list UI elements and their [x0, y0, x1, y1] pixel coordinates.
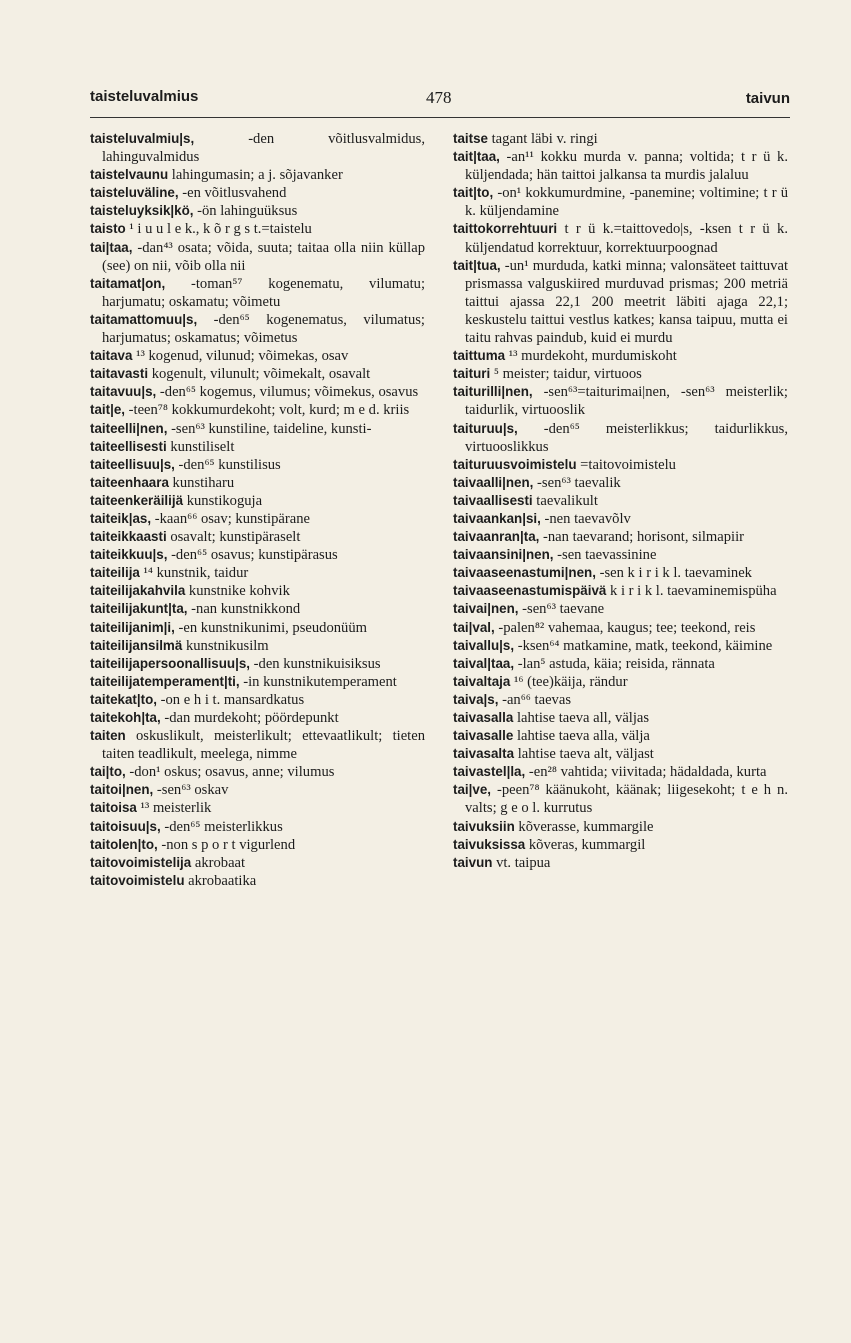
right-column — [453, 130, 788, 872]
entry-definition: -den⁶⁵ meisterlikkus; taidurlikkus, virtuooslikkus — [465, 420, 788, 455]
dictionary-entry — [453, 474, 788, 492]
entry-headword: taiteilijanim|i, — [90, 619, 175, 635]
entry-definition: kogenult, vilunult; võimekalt, osavalt — [148, 366, 371, 383]
dictionary-entry — [90, 818, 425, 836]
dictionary-entry — [90, 582, 425, 600]
entry-headword: taitavasti — [90, 366, 149, 382]
entry-definition: -sen⁶³ oskav — [153, 782, 229, 799]
entry-headword: taisteluväline, — [90, 185, 179, 201]
dictionary-entry — [453, 745, 788, 763]
entry-definition: -toman⁵⁷ kogenematu, vilumatu; harjumatu; oskamatu; võimetu — [102, 275, 425, 310]
dictionary-entry — [453, 564, 788, 582]
dictionary-entry — [453, 619, 788, 637]
entry-headword: taitoisuu|s, — [90, 818, 161, 834]
dictionary-entry — [453, 130, 788, 148]
entry-definition: -sen k i r i k l. taevaminek — [595, 565, 752, 582]
dictionary-entry — [90, 383, 425, 401]
entry-headword: taiva|s, — [453, 691, 499, 707]
right-guide-word: taivun — [745, 90, 790, 107]
entry-definition: kunstikoguja — [183, 492, 263, 509]
entry-headword: taivaaseenastumispäivä — [453, 583, 607, 599]
dictionary-entry — [90, 492, 425, 510]
entry-definition: ⁵ meister; taidur, virtuoos — [490, 366, 642, 383]
entry-definition: -nan kunstnikkond — [187, 601, 301, 618]
entry-definition: -nen taevavõlv — [540, 510, 631, 527]
dictionary-entry — [90, 854, 425, 872]
entry-definition: -den⁶⁵ osavus; kunstipärasus — [167, 547, 338, 564]
entry-definition: kõverasse, kummargile — [514, 818, 654, 835]
entry-definition: kunstnikusilm — [182, 637, 269, 654]
entry-definition: ¹ i u u l e k., k õ r g s t.=taistelu — [125, 221, 312, 238]
entry-definition: tagant läbi v. ringi — [487, 131, 598, 147]
entry-headword: taitavuu|s, — [90, 384, 157, 400]
entry-definition: -teen⁷⁸ kokkumurdekoht; volt, kurd; m e d. kriis — [125, 402, 410, 419]
entry-definition: oskuslikult, meisterlikult; ettevaatlikult; tieten taiten teadlikult, meelega, nimme — [102, 728, 425, 763]
entry-definition: -den⁶⁵ kunstilisus — [174, 456, 281, 473]
dictionary-entry — [453, 383, 788, 419]
dictionary-entry — [90, 600, 425, 618]
dictionary-entry — [90, 637, 425, 655]
entry-definition: lahtise taeva alt, väljast — [514, 746, 654, 763]
entry-definition: -in kunstnikutemperament — [239, 673, 397, 690]
dictionary-entry — [453, 528, 788, 546]
entry-headword: taivaalli|nen, — [453, 474, 534, 490]
dictionary-entry — [90, 456, 425, 474]
entry-headword: tai|taa, — [90, 239, 133, 255]
entry-definition: -an¹¹ kokku murda v. panna; voltida; t r ü k. küljendada; hän taittoi jalkansa ta murdis jalaluu — [465, 149, 788, 184]
entry-headword: taisto — [90, 221, 126, 237]
dictionary-entry — [453, 655, 788, 673]
entry-definition: k i r i k l. taevaminemispüha — [606, 583, 777, 600]
dictionary-entry — [453, 763, 788, 781]
dictionary-entry — [90, 202, 425, 220]
dictionary-entry — [90, 420, 425, 438]
entry-headword: taitoi|nen, — [90, 782, 154, 798]
entry-definition: -on e h i t. mansardkatus — [157, 691, 305, 708]
entry-headword: tait|e, — [90, 402, 126, 418]
entry-definition: -nan taevarand; horisont, silmapiir — [539, 529, 745, 546]
entry-definition: -en võitlusvahend — [178, 185, 287, 202]
entry-definition: -den võitlusvalmidus, lahinguvalmidus — [102, 131, 425, 166]
entry-headword: taivaankan|si, — [453, 510, 541, 526]
entry-headword: taivai|nen, — [453, 601, 519, 617]
entry-definition: -sen⁶³ kunstiline, taideline, kunsti- — [167, 420, 372, 437]
entry-headword: taitse — [453, 131, 488, 146]
entry-headword: taiteilijansilmä — [90, 637, 183, 653]
dictionary-entry — [453, 709, 788, 727]
dictionary-entry — [453, 582, 788, 600]
dictionary-entry — [453, 727, 788, 745]
dictionary-entry — [90, 673, 425, 691]
entry-definition: vt. taipua — [492, 854, 551, 871]
dictionary-entry — [453, 546, 788, 564]
entry-headword: taivaanran|ta, — [453, 529, 540, 545]
dictionary-entry — [453, 257, 788, 347]
entry-headword: tait|tua, — [453, 257, 501, 273]
entry-headword: taivaltaja — [453, 673, 511, 689]
dictionary-entry — [453, 420, 788, 456]
entry-headword: taiteilijakahvila — [90, 583, 186, 599]
entry-definition: -sen⁶³=taiturimai|nen, -sen⁶³ meisterlik; taidurlik, virtuooslik — [465, 384, 788, 419]
entry-definition: -an⁶⁶ taevas — [498, 691, 572, 708]
dictionary-entry — [453, 600, 788, 618]
entry-headword: taittuma — [453, 348, 506, 364]
entry-headword: tait|to, — [453, 185, 494, 201]
dictionary-entry — [453, 673, 788, 691]
dictionary-entry — [453, 148, 788, 184]
dictionary-entry — [90, 130, 425, 166]
dictionary-entry — [90, 184, 425, 202]
entry-headword: taistelvaunu — [90, 167, 169, 183]
entry-definition: -sen⁶³ taevane — [518, 601, 605, 618]
entry-headword: taival|taa, — [453, 655, 515, 671]
entry-headword: taitovoimistelija — [90, 854, 192, 870]
entry-headword: taiteikkuu|s, — [90, 547, 168, 563]
entry-definition: -sen taevassinine — [553, 547, 657, 564]
dictionary-entry — [453, 220, 788, 256]
entry-definition: ¹⁶ (tee)käija, rändur — [510, 673, 628, 690]
dictionary-entry — [90, 799, 425, 817]
dictionary-entry — [90, 691, 425, 709]
entry-headword: taivastel|la, — [453, 764, 526, 780]
entry-definition: -den kunstnikuisiksus — [250, 655, 381, 672]
entry-definition: -on¹ kokkumurdmine, -panemine; voltimine; t r ü k. küljendamine — [465, 185, 788, 220]
entry-headword: taitolen|to, — [90, 836, 158, 852]
entry-headword: taivun — [453, 854, 493, 870]
entry-headword: taiteik|as, — [90, 510, 152, 526]
entry-headword: taiteilija — [90, 565, 140, 581]
entry-headword: taiteellisuu|s, — [90, 456, 175, 472]
entry-definition: -ön lahinguüksus — [193, 203, 298, 220]
entry-headword: tai|to, — [90, 764, 126, 780]
dictionary-entry — [90, 365, 425, 383]
dictionary-entry — [90, 220, 425, 238]
entry-definition: -den⁶⁵ meisterlikkus — [160, 818, 283, 835]
entry-headword: taitovoimistelu — [90, 872, 185, 888]
entry-headword: taitava — [90, 348, 133, 364]
page-header — [90, 88, 790, 114]
entry-headword: taiturilli|nen, — [453, 384, 533, 400]
dictionary-entry — [90, 166, 425, 184]
entry-headword: taiteelli|nen, — [90, 420, 168, 436]
dictionary-entry — [90, 528, 425, 546]
entry-headword: taivasalta — [453, 746, 515, 762]
dictionary-entry — [453, 691, 788, 709]
entry-definition: akrobaat — [191, 854, 246, 871]
entry-definition: osavalt; kunstipäraselt — [166, 529, 301, 546]
page-number: 478 — [426, 88, 452, 107]
entry-headword: taivasalle — [453, 728, 514, 744]
entry-definition: -den⁶⁵ kogenematus, vilumatus; harjumatus; oskamatus; võimetus — [102, 311, 425, 347]
dictionary-entry — [90, 546, 425, 564]
entry-headword: taiteilijapersoonallisuu|s, — [90, 655, 251, 671]
entry-headword: taitekoh|ta, — [90, 710, 161, 725]
dictionary-entry — [90, 474, 425, 492]
entry-definition: lahingumasin; a j. sõjavanker — [168, 167, 343, 184]
dictionary-entry — [90, 781, 425, 799]
entry-definition: -don¹ oskus; osavus, anne; vilumus — [125, 764, 335, 781]
entry-headword: taiten — [90, 728, 126, 744]
dictionary-entry — [90, 655, 425, 673]
dictionary-entry — [90, 619, 425, 637]
entry-headword: taivaaseenastumi|nen, — [453, 565, 596, 581]
entry-definition: taevalikult — [532, 492, 598, 509]
entry-definition: -sen⁶³ taevalik — [533, 474, 621, 491]
entry-headword: taituri — [453, 366, 491, 382]
dictionary-entry — [453, 818, 788, 836]
entry-headword: tai|ve, — [453, 782, 491, 798]
left-column — [90, 130, 425, 890]
entry-definition: ¹³ meisterlik — [136, 800, 212, 817]
entry-definition: lahtise taeva all, väljas — [513, 710, 650, 726]
dictionary-entry — [453, 854, 788, 872]
dictionary-entry — [453, 510, 788, 528]
dictionary-entry — [90, 275, 425, 311]
dictionary-entry — [90, 564, 425, 582]
entry-headword: tai|val, — [453, 619, 495, 635]
entry-headword: taitoisa — [90, 800, 137, 816]
dictionary-entry — [90, 709, 425, 727]
dictionary-entry — [90, 347, 425, 365]
entry-headword: taivuksissa — [453, 836, 526, 852]
entry-definition: ¹⁴ kunstnik, taidur — [139, 565, 249, 582]
entry-headword: taiteenkeräilijä — [90, 492, 184, 508]
entry-headword: taivallu|s, — [453, 637, 515, 653]
entry-headword: taiteilijakunt|ta, — [90, 601, 188, 617]
entry-headword: taisteluyksik|kö, — [90, 203, 194, 219]
entry-definition: ¹³ murdekoht, murdumiskoht — [505, 348, 677, 365]
entry-definition: -peen⁷⁸ käänukoht, käänak; liigesekoht; t e h n. valts; g e o l. kurrutus — [465, 782, 788, 817]
entry-definition: -lan⁵ astuda, käia; reisida, rännata — [514, 655, 715, 672]
dictionary-entry — [90, 763, 425, 781]
entry-definition: -ksen⁶⁴ matkamine, matk, teekond, käimine — [514, 637, 773, 654]
entry-definition: -non s p o r t vigurlend — [157, 836, 296, 853]
entry-definition: -en²⁸ vahtida; viivitada; hädaldada, kurta — [525, 764, 767, 781]
entry-headword: taitekat|to, — [90, 691, 157, 707]
dictionary-entry — [90, 872, 425, 890]
entry-headword: taivuksiin — [453, 818, 515, 834]
entry-headword: taiteikkaasti — [90, 529, 167, 545]
entry-definition: lahtise taeva alla, välja — [513, 728, 650, 745]
dictionary-entry — [90, 836, 425, 854]
entry-definition: -en kunstnikunimi, pseudonüüm — [174, 619, 368, 636]
entry-headword: taittokorrehtuuri — [453, 221, 558, 237]
entry-definition: ¹³ kogenud, vilunud; võimekas, osav — [132, 348, 349, 365]
dictionary-entry — [453, 492, 788, 510]
dictionary-entry — [453, 365, 788, 383]
entry-definition: -palen⁸² vahemaa, kaugus; tee; teekond, reis — [494, 619, 756, 636]
dictionary-entry — [453, 637, 788, 655]
entry-definition: -dan murdekoht; pöördepunkt — [160, 710, 339, 726]
dictionary-entry — [453, 836, 788, 854]
entry-definition: =taitovoimistelu — [576, 456, 676, 473]
entry-definition: kõveras, kummargil — [525, 836, 646, 853]
entry-headword: taivaansini|nen, — [453, 547, 554, 563]
left-guide-word: taisteluvalmius — [90, 88, 199, 105]
entry-headword: taiteellisesti — [90, 438, 167, 454]
header-rule — [90, 117, 790, 118]
dictionary-entry — [453, 347, 788, 365]
entry-headword: taivaallisesti — [453, 492, 533, 508]
entry-headword: taitamat|on, — [90, 275, 166, 291]
entry-headword: taiteenhaara — [90, 474, 169, 490]
entry-definition: -dan⁴³ osata; võida, suuta; taitaa olla niin küllap (see) on nii, võib olla nii — [102, 239, 425, 274]
entry-definition: kunstiliselt — [166, 438, 235, 455]
entry-headword: taisteluvalmiu|s, — [90, 131, 195, 146]
dictionary-entry — [90, 311, 425, 347]
dictionary-entry — [453, 456, 788, 474]
dictionary-entry — [90, 727, 425, 763]
dictionary-entry — [90, 239, 425, 275]
entry-definition: -un¹ murduda, katki minna; valonsäteet taittuvat prismassa valguskiired murduvad prismas; 200 metriä taittui ajassa 22,1 200 meetrit läbiti ajaga 22,1; keskustelu taittui vestlus katkes; kansa taipuu, mutta ei taitu rahvas paindub, kuid ei murdu — [465, 257, 788, 347]
entry-definition: t r ü k.=taittovedo|s, -ksen t r ü k. küljendatud korrektuur, korrektuurpoognad — [465, 221, 788, 256]
dictionary-entry — [90, 401, 425, 419]
dictionary-entry — [453, 184, 788, 220]
entry-headword: taituruusvoimistelu — [453, 456, 577, 472]
entry-headword: taitamattomuu|s, — [90, 311, 198, 327]
entry-definition: akrobaatika — [184, 872, 257, 889]
entry-definition: -den⁶⁵ kogemus, vilumus; võimekus, osavus — [156, 384, 419, 401]
entry-headword: tait|taa, — [453, 149, 500, 165]
entry-definition: kunstiharu — [168, 474, 235, 491]
entry-definition: kunstnike kohvik — [185, 583, 290, 600]
dictionary-entry — [90, 438, 425, 456]
entry-headword: taituruu|s, — [453, 420, 518, 436]
entry-headword: taivasalla — [453, 710, 514, 725]
entry-definition: -kaan⁶⁶ osav; kunstipärane — [151, 510, 310, 527]
entry-headword: taiteilijatemperament|ti, — [90, 673, 240, 689]
dictionary-entry — [90, 510, 425, 528]
dictionary-entry — [453, 781, 788, 817]
